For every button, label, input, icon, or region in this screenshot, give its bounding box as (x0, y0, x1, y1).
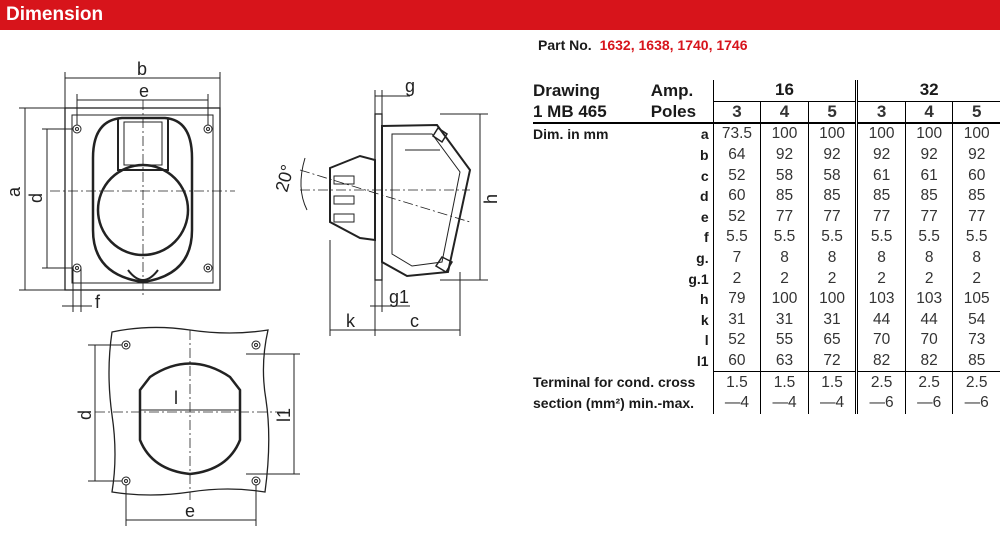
dim-b-label: b (137, 59, 148, 79)
dim-value: 92 (905, 145, 953, 166)
terminal-min: 1.5 (713, 372, 761, 393)
drawing-label: Drawing (533, 80, 601, 100)
terminal-min: 2.5 (905, 372, 953, 393)
dim-value: 60 (713, 186, 761, 207)
row-caption (533, 310, 651, 331)
terminal-min: 1.5 (808, 372, 857, 393)
dim-value: 8 (905, 248, 953, 269)
front-view (19, 72, 235, 312)
dim-value: 77 (857, 207, 906, 228)
amp-32-header: 32 (857, 80, 1000, 101)
pole-header: 4 (761, 101, 809, 123)
dim-value: 5.5 (713, 227, 761, 248)
pole-header: 4 (905, 101, 953, 123)
dim-value: 77 (808, 207, 857, 228)
terminal-max: —6 (905, 393, 953, 414)
dim-e-label: e (139, 81, 150, 101)
dim-value: 5.5 (857, 227, 906, 248)
dim-value: 60 (713, 351, 761, 372)
terminal-label-1: Terminal for cond. cross (533, 374, 696, 391)
dim-value: 52 (713, 330, 761, 351)
dim-key: b (700, 147, 709, 164)
dim-value: 100 (808, 123, 857, 145)
dim-value: 31 (713, 310, 761, 331)
terminal-min: 1.5 (761, 372, 809, 393)
dim-value: 85 (808, 186, 857, 207)
dim-key: c (700, 167, 709, 184)
table-row (533, 289, 1000, 310)
dim-value: 85 (953, 186, 1000, 207)
dim-value: 31 (808, 310, 857, 331)
terminal-label-2: section (mm²) min.-max. (533, 395, 695, 412)
dim-a-label: a (4, 186, 24, 197)
technical-drawing (0, 30, 520, 540)
dim-k-label: k (346, 311, 355, 331)
dim-value: 5.5 (808, 227, 857, 248)
row-caption (533, 351, 651, 372)
dim-value: 65 (808, 330, 857, 351)
dim-value: 60 (953, 165, 1000, 186)
dim-d2-label: d (75, 409, 95, 420)
dim-value: 100 (808, 289, 857, 310)
table-row (533, 268, 1000, 289)
row-caption (533, 165, 651, 186)
dim-value: 44 (857, 310, 906, 331)
part-number-label: Part No. (538, 37, 592, 53)
angle-label: 20° (271, 162, 298, 195)
terminal-min: 2.5 (953, 372, 1000, 393)
dim-value: 2 (953, 268, 1000, 289)
dim-value: 63 (761, 351, 809, 372)
dim-value: 100 (857, 123, 906, 145)
dim-value: 73 (953, 330, 1000, 351)
dim-value: 2 (857, 268, 906, 289)
dim-value: 100 (905, 123, 953, 145)
dim-value: 105 (953, 289, 1000, 310)
dim-value: 77 (905, 207, 953, 228)
dim-key: g.1 (688, 270, 709, 287)
table-row (533, 310, 1000, 331)
pole-header: 5 (808, 101, 857, 123)
amp-16-header: 16 (713, 80, 857, 101)
dim-value: 52 (713, 207, 761, 228)
dim-value: 5.5 (761, 227, 809, 248)
dim-value: 2 (761, 268, 809, 289)
table-row (533, 165, 1000, 186)
terminal-max: —6 (857, 393, 906, 414)
dim-value: 82 (857, 351, 906, 372)
row-caption (533, 145, 651, 166)
dim-value: 77 (761, 207, 809, 228)
dim-value: 82 (905, 351, 953, 372)
dim-value: 5.5 (905, 227, 953, 248)
dim-c-label: c (410, 311, 419, 331)
dim-value: 8 (857, 248, 906, 269)
terminal-max: —4 (713, 393, 761, 414)
dim-value: 2 (808, 268, 857, 289)
pole-header: 3 (713, 101, 761, 123)
dim-value: 58 (761, 165, 809, 186)
dim-value: 7 (713, 248, 761, 269)
dim-value: 61 (857, 165, 906, 186)
dim-d-label: d (26, 192, 46, 203)
row-caption: Dim. in mm (533, 126, 609, 143)
table-row (533, 123, 1000, 145)
dim-value: 8 (761, 248, 809, 269)
row-caption (533, 227, 651, 248)
dim-value: 2 (713, 268, 761, 289)
dim-key: g. (696, 250, 709, 267)
dim-value: 2 (905, 268, 953, 289)
poles-label: Poles (651, 101, 713, 123)
drawing-code: 1 MB 465 (533, 101, 651, 123)
dim-g1-label: g1 (389, 287, 410, 307)
dim-value: 73.5 (713, 123, 761, 145)
dim-value: 92 (857, 145, 906, 166)
dim-value: 61 (905, 165, 953, 186)
dim-e2-label: e (185, 501, 196, 521)
dim-value: 70 (905, 330, 953, 351)
dim-key: f (703, 229, 709, 246)
dim-h-label: h (481, 193, 501, 204)
dim-f-label: f (95, 292, 101, 312)
pole-header: 3 (857, 101, 906, 123)
dim-value: 5.5 (953, 227, 1000, 248)
dim-value: 85 (953, 351, 1000, 372)
dim-value: 103 (905, 289, 953, 310)
dim-value: 100 (953, 123, 1000, 145)
dim-value: 103 (857, 289, 906, 310)
dimension-table (533, 80, 1000, 414)
dim-l-label: l (174, 388, 178, 408)
dim-value: 92 (953, 145, 1000, 166)
table-row (533, 330, 1000, 351)
table-row (533, 248, 1000, 269)
dim-key: d (700, 188, 709, 205)
table-row (533, 351, 1000, 372)
dim-value: 92 (808, 145, 857, 166)
terminal-max: —4 (808, 393, 857, 414)
dim-value: 92 (761, 145, 809, 166)
row-caption (533, 207, 651, 228)
pole-header: 5 (953, 101, 1000, 123)
row-caption (533, 186, 651, 207)
row-caption (533, 248, 651, 269)
table-row (533, 186, 1000, 207)
row-caption (533, 268, 651, 289)
dim-value: 58 (808, 165, 857, 186)
dim-value: 85 (905, 186, 953, 207)
dim-value: 70 (857, 330, 906, 351)
table-row (533, 207, 1000, 228)
table-row (533, 227, 1000, 248)
dim-value: 85 (761, 186, 809, 207)
dim-value: 100 (761, 123, 809, 145)
amp-label: Amp. (650, 80, 694, 100)
dim-value: 55 (761, 330, 809, 351)
dim-key: k (700, 311, 709, 328)
dim-value: 8 (808, 248, 857, 269)
part-number (538, 37, 748, 53)
dim-value: 79 (713, 289, 761, 310)
dim-key: e (700, 208, 709, 225)
dim-value: 77 (953, 207, 1000, 228)
dim-key: a (700, 126, 709, 143)
dim-key: l (704, 332, 709, 349)
dim-key: l1 (696, 353, 709, 370)
part-number-value: 1632, 1638, 1740, 1746 (599, 37, 748, 53)
dim-g-label: g (405, 76, 416, 96)
dim-value: 72 (808, 351, 857, 372)
dim-value: 64 (713, 145, 761, 166)
terminal-max: —6 (953, 393, 1000, 414)
dim-l1-label: l1 (274, 407, 294, 422)
dim-value: 44 (905, 310, 953, 331)
dim-value: 85 (857, 186, 906, 207)
dim-value: 31 (761, 310, 809, 331)
header-bar (0, 0, 1000, 30)
dim-value: 54 (953, 310, 1000, 331)
cutout-view (88, 327, 300, 526)
dim-value: 52 (713, 165, 761, 186)
terminal-min: 2.5 (857, 372, 906, 393)
table-row (533, 145, 1000, 166)
dim-value: 8 (953, 248, 1000, 269)
row-caption (533, 289, 651, 310)
terminal-max: —4 (761, 393, 809, 414)
header-title: Dimension (6, 4, 104, 25)
dim-key: h (700, 291, 709, 308)
dim-value: 100 (761, 289, 809, 310)
row-caption (533, 330, 651, 351)
